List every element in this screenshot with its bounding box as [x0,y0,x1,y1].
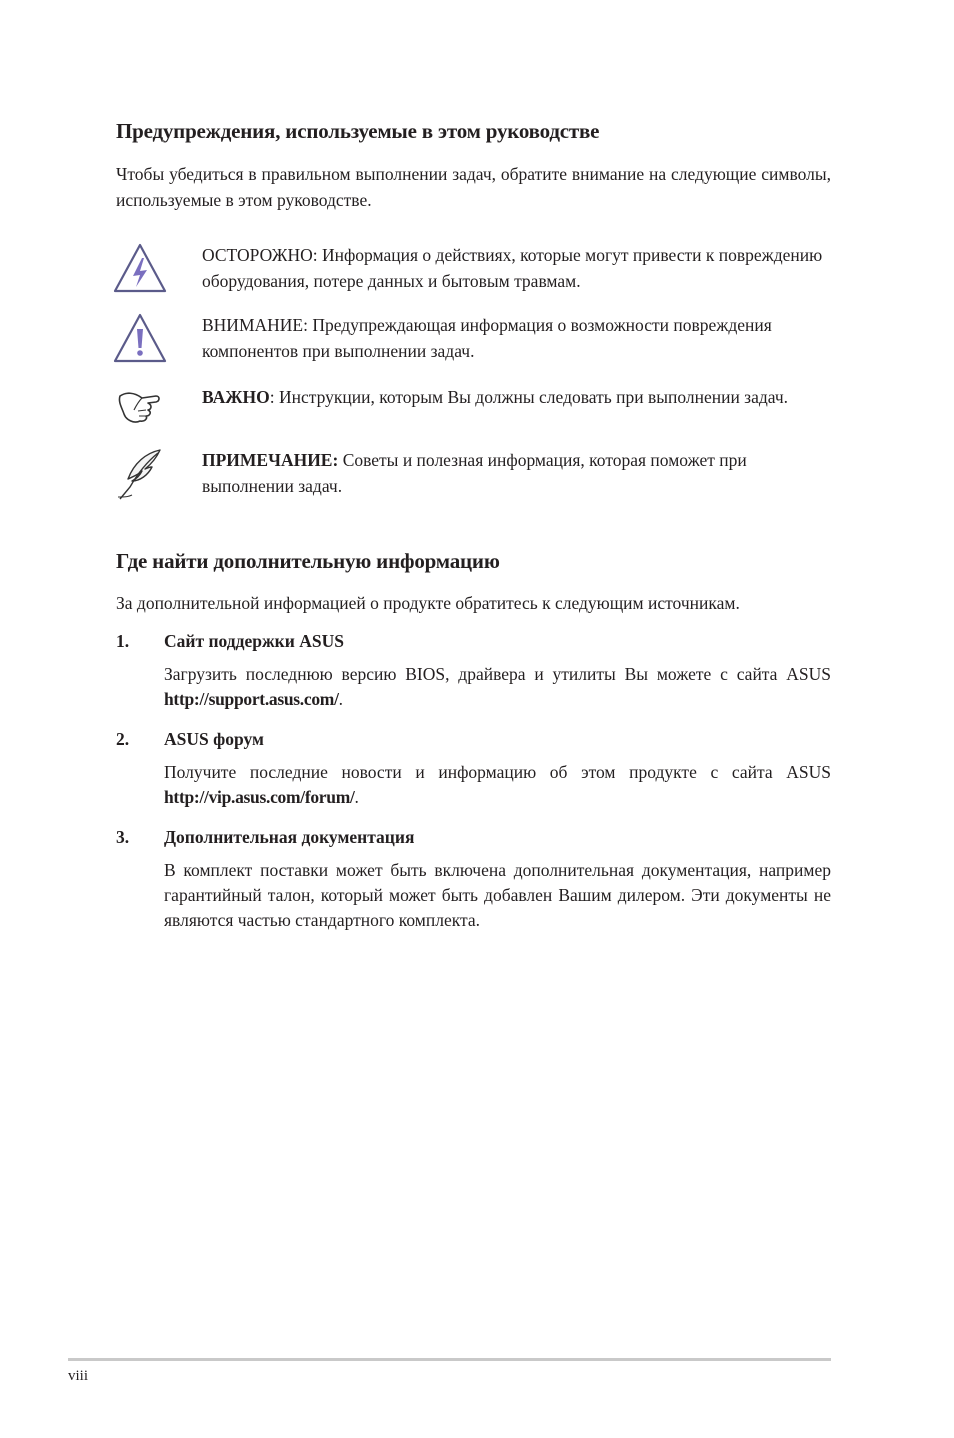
notice-important-body: : Инструкции, которым Вы должны следовать при выполнении задач. [269,387,789,407]
list-item-body [164,760,831,810]
list-item-title: Дополнительная документация [164,827,415,847]
list-item-number: 2. [116,729,130,749]
warning-lightning-icon [112,242,168,298]
list-item-text: В комплект поставки может быть включена дополнительная документация, например гарантийный талон, который может быть добавлен Вашим дилером. Эти документы не являются частью стандартного комплекта. [164,860,831,930]
section-title-warnings: Предупреждения, используемые в этом руководстве [116,119,600,143]
section-intro-more-info: За дополнительной информацией о продукте обратитесь к следующим источникам. [116,593,740,613]
list-item-tail: . [338,689,344,709]
notice-note-text [202,447,832,499]
notice-important-label: ВАЖНО [202,387,270,407]
support-site-link[interactable]: http://support.asus.com/ [164,689,339,709]
list-item-title: ASUS форум [164,729,264,749]
list-item-body [164,662,831,712]
list-item-number: 1. [116,631,130,651]
list-item-title: Сайт поддержки ASUS [164,631,344,651]
notice-warning-body: ОСТОРОЖНО: Информация о действиях, которые могут привести к повреждению оборудования, потере данных и бытовым травмам. [202,245,823,291]
notice-note-label: ПРИМЕЧАНИЕ: [202,450,339,470]
notice-important-text [202,384,832,410]
notice-warning-text [202,242,832,294]
notice-caution-text [202,312,832,364]
list-item-text: Загрузить последнюю версию BIOS, драйвера и утилиты Вы можете с сайта ASUS [164,664,831,684]
page-number: viii [68,1368,89,1384]
forum-link[interactable]: http://vip.asus.com/forum/ [164,787,355,807]
list-item-number: 3. [116,827,130,847]
pointing-hand-icon [112,384,168,440]
feather-pen-icon [112,447,168,503]
caution-exclamation-icon [112,312,168,368]
list-item-body [164,858,831,933]
footer-divider [68,1358,831,1361]
section-title-more-info: Где найти дополнительную информацию [116,549,500,573]
notice-note-body: Советы и полезная информация, которая поможет при выполнении задач. [202,450,747,496]
notice-caution-body: ВНИМАНИЕ: Предупреждающая информация о возможности повреждения компонентов при выполнении задач. [202,315,772,361]
section-intro-warnings: Чтобы убедиться в правильном выполнении задач, обратите внимание на следующие символы, используемые в этом руководстве. [116,164,831,210]
list-item-tail: . [354,787,359,807]
list-item-text: Получите последние новости и информацию об этом продукте с сайта ASUS [164,762,831,782]
